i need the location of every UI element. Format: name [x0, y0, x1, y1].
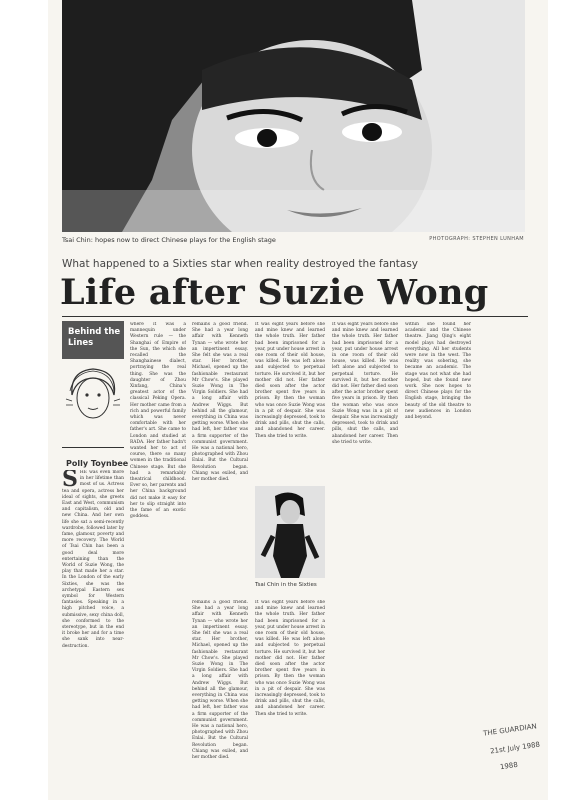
drop-cap: S [62, 470, 78, 492]
article-column-3b: remains a good friend. She had a year long affair with Kenneth Tynan — who wrote her an impertinent essay. She felt she was a real star. Her brother, Michael, opened up the fashionable restaurant Mr Chow's. She played Suzie Wong in The Virgin Soldiers. She had a long affair with Andrew Wiggs. But behind all the glamour, everything in China was getting worse. When she had left, her father was a firm supporter of the communist government. He was a national hero, photographed with Zhou Enlai. But the Cultural Revolution began. Chiang was exiled, and her mother died. [192, 600, 248, 761]
headline: Life after Suzie Wong [60, 272, 489, 313]
byline-rule [62, 447, 124, 448]
publication-stamp: THE GUARDIAN [482, 722, 538, 738]
article-column-2: where it was a mannequin under Western rule — the Shanghai of Empire of the Sun, the which she recalled the Shanghainese dialect, portraying the real thing. She was the daughter of Zhou Xinfang, China's greatest actor of the classical Peking Opera. Her mother came from a rich and powerful family which was never comfortable with her father's art. She came to London and studied at RADA. Her father hadn't wanted her to act of course, there so many women in the traditional Chinese stage. But she had a remarkably theatrical childhood. Ever so, her parents and her China background did not make it easy for her to slip straight into the fame of an exotic goddess. [130, 322, 186, 520]
byline: Polly Toynbee [66, 459, 129, 468]
photo-credit: PHOTOGRAPH: STEPHEN LUNHAM [429, 236, 524, 242]
inset-photograph [255, 486, 325, 578]
article-column-4: It was eight years before she and mine knew and learned the whole truth. Her father had been imprisoned for a year, put under house arrest in one room of their old house, was killed. He was left alone and subjected to perpetual torture. He survived it, but her mother did not. Her father died soon after the actor brother spent five years in prison. By then the woman who was once Suzie Wong was in a pit of despair. She was increasingly depressed, took to drink and pills, shut the calls, and abandoned her career. Then she tried to write. [255, 322, 325, 439]
headline-rule [62, 316, 528, 317]
inset-caption: Tsai Chin in the Sixties [255, 582, 317, 588]
column-label-text: Behind the Lines [68, 327, 121, 348]
subheadline: What happened to a Sixties star when reality destroyed the fantasy [62, 258, 419, 270]
article-column-1: SHE was even more in her lifetime than most of us. Actress tea and opera, actress her ideal of sights, she greets East and West, communism and capitalism, old and new China. And her own life she sat a semi-recently wardrobe, followed later by fame, glamour, poverty and more recovery. The World of Tsai Chin has been a good deal more entertaining than the World of Suzie Wong, the play that made her a star. In the London of the early Sixties, she was the archetypal Eastern sex symbol for Western fantasies. Speaking in a high pitched voice, a submissive, sexy china doll, she conformed to the stereotype, but in the end it broke her and for a time she sank into near-destruction. [62, 470, 124, 649]
article-column-4b: It was eight years before she and mine knew and learned the whole truth. Her father had been imprisoned for a year, put under house arrest in one room of their old house, was killed. He was left alone and subjected to perpetual torture. He survived it, but her mother did not. Her father died soon after the actor brother spent five years in prison. By then the woman who was once Suzie Wong was in a pit of despair. She was increasingly depressed, took to drink and pills, shut the calls, and abandoned her career. Then she tried to write. [255, 600, 325, 717]
main-photograph [62, 0, 525, 232]
date-stamp: 21st July 1988 [489, 740, 541, 756]
author-portrait [64, 365, 122, 427]
article-column-3: remains a good friend. She had a year long affair with Kenneth Tynan — who wrote her an impertinent essay. She felt she was a real star. Her brother, Michael, opened up the fashionable restaurant Mr Chow's. She played Suzie Wong in The Virgin Soldiers. She had a long affair with Andrew Wiggs. But behind all the glamour, everything in China was getting worse. When she had left, her father was a firm supporter of the communist government. He was a national hero, photographed with Zhou Enlai. But the Cultural Revolution began. Chiang was exiled, and her mother died. [192, 322, 248, 482]
photo-caption: Tsai Chin: hopes now to direct Chinese plays for the English stage [62, 236, 276, 244]
article-column-5: It was eight years before she and mine knew and learned the whole truth. Her father had been imprisoned for a year, put under house arrest in one room of their old house, was killed. He was left alone and subjected to perpetual torture. He survived it, but her mother did not. Her father died soon after the actor brother spent five years in prison. By then the woman who was once Suzie Wong was in a pit of despair. She was increasingly depressed, took to drink and pills, shut the calls, and abandoned her career. Then she tried to write. [332, 322, 398, 445]
year-stamp: 1988 [499, 760, 519, 772]
column-label [62, 321, 124, 359]
article-column-6: within she found her academic and the Chinese theatre. Jiang Qing's eight model plays had destroyed everything. All her students were now in the west. The reality was sobering, she became an academic. The stage was not what she had hoped, but she found new work. She now hopes to direct Chinese plays for the English stage, bringing the beauty of the old theatre to new audiences in London and beyond. [405, 322, 471, 421]
